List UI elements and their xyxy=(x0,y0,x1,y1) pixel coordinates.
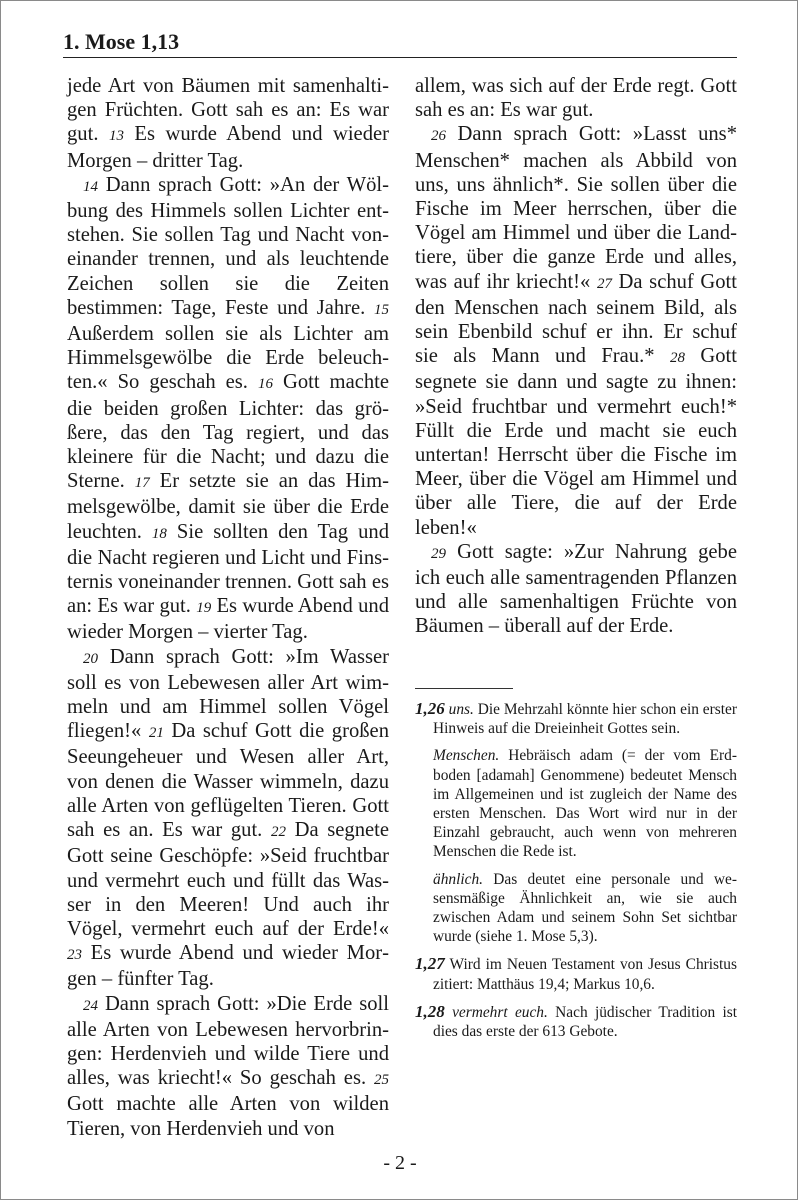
footnote-ref: 1,26 xyxy=(415,699,445,718)
footnote-text: Wird im Neuen Testament von Jesus Christus zitiert: Matthäus 19,4; Markus 10,6. xyxy=(433,956,737,993)
verse-text: Gott sagte: »Zur Nahrung gebe ich euch alle samentragenden Pflanzen und alle samenhaltigen Früchte von Bäumen – überall auf der Erde. xyxy=(415,540,737,638)
verse-text: allem, was sich auf der Erde regt. Gott sah es an: Es war gut. xyxy=(415,75,737,122)
footnote-ref: 1,28 xyxy=(415,1001,445,1021)
verse-number: 20 xyxy=(83,650,98,667)
verse-number: 25 xyxy=(374,1072,389,1089)
footnote-ref: 1,27 xyxy=(415,954,445,974)
verse-text: Es wurde Abend und wieder Morgen – dritter Tag. xyxy=(67,123,389,172)
verse-text: Sie sollten den Tag und die Nacht regieren und Licht und Finsternis voneinander trennen. Gott sah es an: Es war gut. xyxy=(67,520,389,618)
footnotes xyxy=(415,699,737,1049)
verse-number: 18 xyxy=(151,525,167,542)
footnote-text: Nach jüdischer Tradition ist dies das erste der 613 Gebote. xyxy=(433,1003,737,1041)
verse-text: Da segnete Gott seine Geschöpfe: »Seid fruchtbar und vermehrt euch und füllt das Wasser in den Meeren! Und auch ihr Vögel, vermehrt euch auf der Erde!« xyxy=(67,819,389,940)
verse-text: Es wurde Abend und wieder Morgen – fünfter Tag. xyxy=(67,942,389,991)
verse-number: 14 xyxy=(83,178,98,195)
verse-text: Gott machte die beiden großen Lichter: das größere, das den Tag regiert, und das kleinere für die Nacht; und dazu die Sterne. xyxy=(67,371,390,493)
footnote-text: Das deutet eine personale und wesensmäßige Ähnlichkeit an, wie sie auch zwischen Adam und seinem Sohn Set sichtbar wurde (siehe 1. Mose 5,3). xyxy=(433,870,737,946)
paragraph xyxy=(67,992,389,1141)
footnote xyxy=(415,1002,737,1041)
paragraph xyxy=(415,540,737,639)
page-title: 1. Mose 1,13 xyxy=(63,29,180,54)
footnote-divider xyxy=(415,688,513,689)
verse-number: 28 xyxy=(669,350,685,367)
verse-number: 26 xyxy=(431,128,446,145)
footnote-text: Die Mehrzahl könnte hier schon ein erster Hinweis auf die Dreieinheit Gottes sein. xyxy=(433,701,737,738)
footnote xyxy=(415,699,737,738)
verse-number: 27 xyxy=(596,275,612,292)
verse-number: 17 xyxy=(134,475,150,492)
verse-text: Dann sprach Gott: »Die Erde soll alle Arten von Lebewesen hervorbringen: Herdenvieh und wilde Tiere und alles, was kriecht!« So geschah es. xyxy=(67,992,389,1090)
verse-text: Dann sprach Gott: »Im Wasser soll es von Lebewesen aller Art wimmeln und am Himmel sollen Vögel fliegen!« xyxy=(67,645,389,743)
verse-text: Dann sprach Gott: »Lasst uns* Menschen* machen als Abbild von uns, uns ähnlich*. Sie sollen über die Fische im Meer herrschen, über die Vögel am Himmel und über die Landtiere, über die ganze Erde und alles, was auf ihr kriecht!« xyxy=(415,123,737,293)
footnote-keyword: ähnlich. xyxy=(433,870,484,888)
verse-text: Außerdem sollen sie als Lichter am Himmelsgewölbe die Erde beleuchten.« So geschah es. xyxy=(67,323,389,394)
paragraph xyxy=(67,74,389,173)
verse-number: 16 xyxy=(257,376,273,393)
paragraph xyxy=(67,645,389,992)
verse-number: 24 xyxy=(83,997,98,1014)
running-header xyxy=(63,29,737,58)
verse-text: Gott segnete sie dann und sagte zu ihnen: »Seid fruchtbar und vermehrt euch!* Füllt die Erde und macht sie euch untertan! Herrscht über die Fische im Meer, über die Vögel am Himmel und über alle Tiere, die auf der Erde leben!« xyxy=(415,345,737,539)
footnote-keyword: Menschen. xyxy=(433,747,500,765)
verse-number: 15 xyxy=(374,301,389,318)
verse-text: Da schuf Gott die großen Seeungeheuer und Wesen aller Art, von denen die Wasser wimmeln, dazu alle Arten von geflügelten Tieren. Gott sah es an. Es war gut. xyxy=(67,720,389,842)
footnote-keyword: vermehrt euch. xyxy=(452,1003,548,1021)
paragraph xyxy=(415,122,737,539)
verse-text: Es wurde Abend und wieder Morgen – vierter Tag. xyxy=(67,595,389,644)
verse-text: Da schuf Gott den Menschen nach seinem Bild, als sein Ebenbild schuf er ihn. Er schuf sie als Mann und Frau.* xyxy=(415,270,737,368)
footnote xyxy=(415,746,737,861)
verse-text: Gott machte alle Arten von wilden Tieren, von Herdenvieh und von xyxy=(67,1093,389,1140)
verse-number: 23 xyxy=(67,947,82,964)
verse-text: jede Art von Bäumen mit samenhaltigen Früchten. Gott sah es an: Es war gut. xyxy=(67,75,389,146)
footnote xyxy=(415,954,737,993)
verse-text: Er setzte sie an das Himmelsgewölbe, damit sie über die Erde leuchten. xyxy=(67,470,389,543)
footnote-keyword: uns. xyxy=(448,701,474,718)
page-number: - 2 - xyxy=(383,1152,417,1174)
verse-number: 29 xyxy=(431,545,446,562)
verse-number: 19 xyxy=(196,600,212,617)
verse-number: 22 xyxy=(270,824,286,841)
footnote xyxy=(415,870,737,947)
verse-text: Dann sprach Gott: »An der Wölbung des Himmels sollen Lichter entstehen. Sie sollen Tag und Nacht voneinander trennen, und als leuchtende Zeichen sollen sie die Zeiten bestimmen: Tage, Feste und Jahre. xyxy=(67,173,389,319)
paragraph xyxy=(67,173,389,645)
verse-number: 21 xyxy=(148,725,164,742)
text-column-right xyxy=(415,74,737,639)
paragraph xyxy=(415,74,737,122)
footnote-text: Hebräisch adam (= der vom Erdboden [adamah] Genommene) bedeutet Mensch im Allgemeinen und ist zugleich der Name des ersten Menschen. Das Wort wird nur in der Einzahl gebraucht, auch wenn von mehreren Menschen die Rede ist. xyxy=(433,747,737,861)
verse-number: 13 xyxy=(108,128,124,145)
text-column-left xyxy=(67,74,389,1141)
